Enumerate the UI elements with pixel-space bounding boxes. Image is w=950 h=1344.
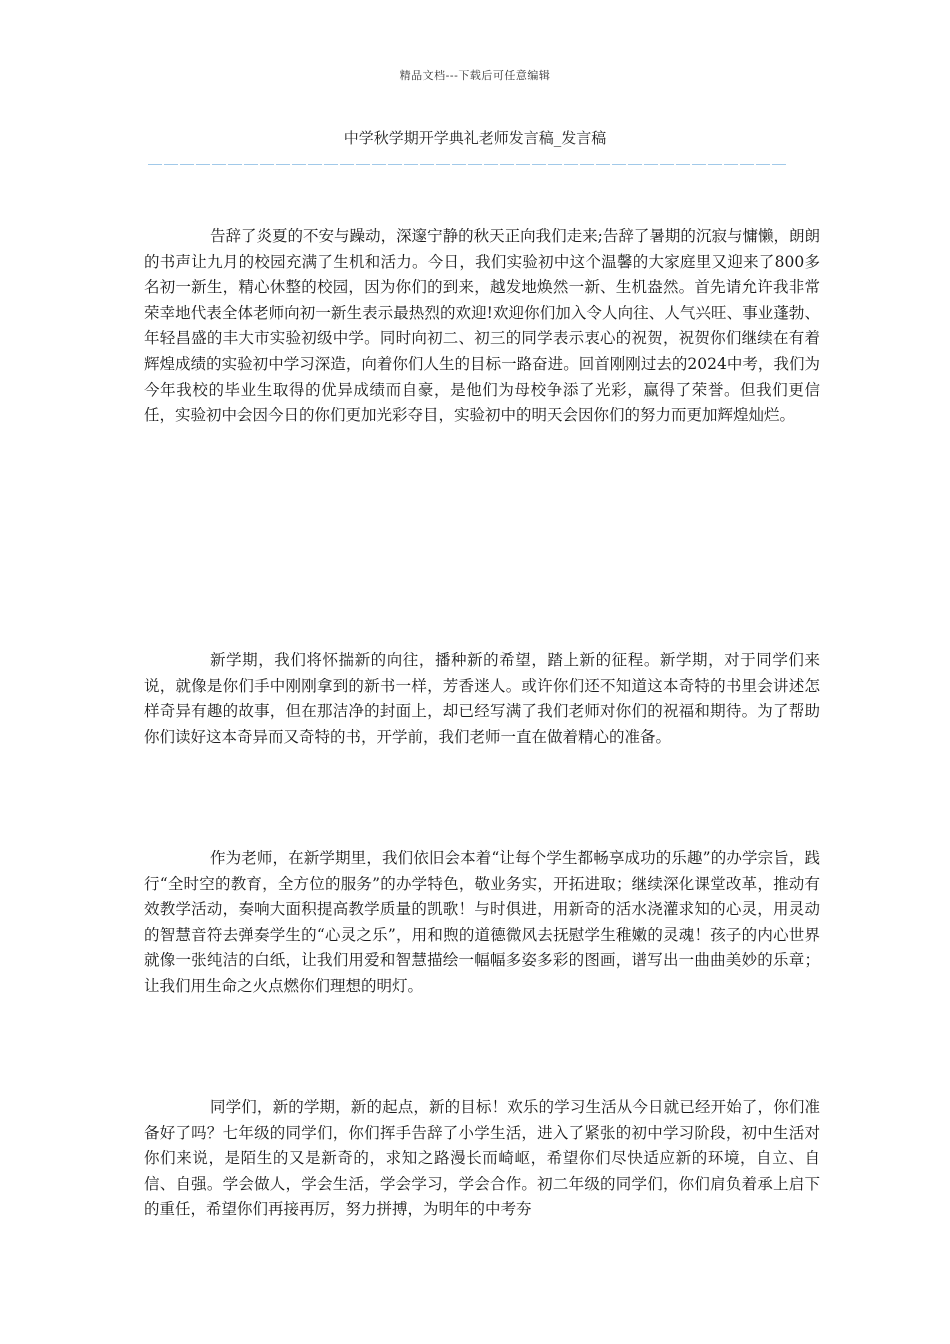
paragraph-teacher-commitment: 作为老师，在新学期里，我们依旧会本着“让每个学生都畅享成功的乐趣”的办学宗旨，践行“全时空的教育，全方位的服务”的办学特色，敬业务实，开拓进取；继续深化课堂改革，推动有效教学活动，奏响大面积提高教学质量的凯歌！与时俱进，用新奇的活水浇灌求知的心灵，用灵动的智慧音符去弹奏学生的“心灵之乐”，用和煦的道德微风去抚慰学生稚嫩的灵魂！孩子的内心世界就像一张纯洁的白纸，让我们用爱和智慧描绘一幅幅多姿多彩的图画，谱写出一曲曲美妙的乐章；让我们用生命之火点燃你们理想的明灯。: [144, 849, 820, 995]
paragraph-students-message: 同学们，新的学期，新的起点，新的目标！欢乐的学习生活从今日就已经开始了，你们准备好了吗？七年级的同学们，你们挥手告辞了小学生活，进入了紧张的初中学习阶段，初中生活对你们来说，是陌生的又是新奇的，求知之路漫长而崎岖，希望你们尽快适应新的环境，自立、自信、自强。学会做人，学会生活，学会学习，学会合作。初二年级的同学们，你们肩负着承上启下的重任，希望你们再接再厉，努力拼搏，为明年的中考夯: [144, 1098, 820, 1219]
paragraph-new-semester: 新学期，我们将怀揣新的向往，播种新的希望，踏上新的征程。新学期，对于同学们来说，就像是你们手中刚刚拿到的新书一样，芳香迷人。或许你们还不知道这本奇特的书里会讲述怎样奇异有趣的故事，但在那洁净的封面上，却已经写满了我们老师对你们的祝福和期待。为了帮助你们读好这本奇异而又奇特的书，开学前，我们老师一直在做着精心的准备。: [144, 651, 820, 746]
header-note: 精品文档---下载后可任意编辑: [399, 69, 551, 82]
document-title: 中学秋学期开学典礼老师发言稿_发言稿: [343, 129, 607, 147]
title-dashed-rule: ＿＿＿＿＿＿＿＿＿＿＿＿＿＿＿＿＿＿＿＿＿＿＿＿＿＿＿＿＿＿＿＿＿＿＿＿＿＿＿＿: [148, 152, 788, 166]
paragraph-welcome: 告辞了炎夏的不安与躁动，深邃宁静的秋天正向我们走来;告辞了暑期的沉寂与慵懒，朗朗的书声让九月的校园充满了生机和活力。今日，我们实验初中这个温馨的大家庭里又迎来了800多名初一新生，精心休整的校园，因为你们的到来，越发地焕然一新、生机盎然。首先请允许我非常荣幸地代表全体老师向初一新生表示最热烈的欢迎!欢迎你们加入令人向往、人气兴旺、事业蓬勃、年轻昌盛的丰大市实验初级中学。同时向初二、初三的同学表示衷心的祝贺，祝贺你们继续在有着辉煌成绩的实验初中学习深造，向着你们人生的目标一路奋进。回首刚刚过去的2024中考，我们为今年我校的毕业生取得的优异成绩而自豪，是他们为母校争添了光彩，赢得了荣誉。但我们更信任，实验初中会因今日的你们更加光彩夺目，实验初中的明天会因你们的努力而更加辉煌灿烂。: [144, 227, 820, 425]
